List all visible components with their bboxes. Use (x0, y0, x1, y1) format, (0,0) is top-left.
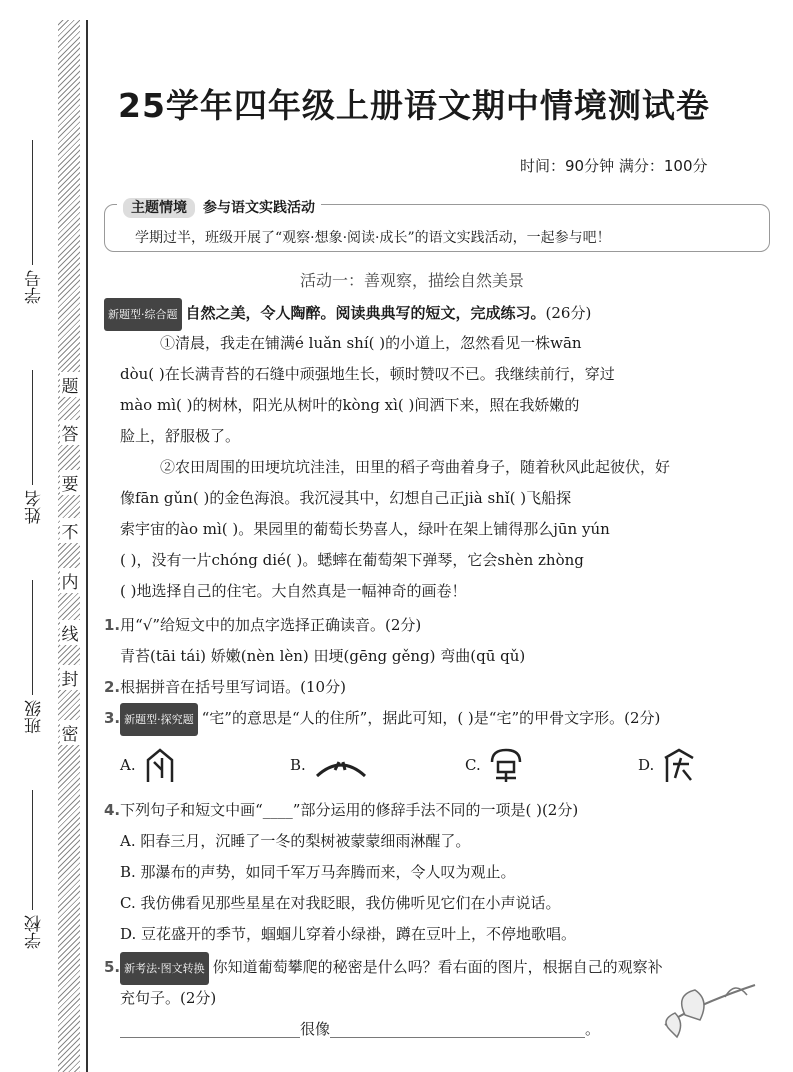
class-label: 班级 (25, 700, 45, 734)
activity-title: 活动一：善观察，描绘自然美景 (300, 271, 525, 290)
seal-char: 答 (60, 420, 80, 445)
oracle-glyph-d-icon (659, 748, 699, 784)
passage-line: ( )，没有一片chóng dié( )。蟋蟀在葡萄架下弹琴，它会shèn zhòng (120, 551, 584, 569)
school-label: 学校 (25, 915, 45, 949)
school-line (32, 790, 33, 910)
section-badge: 新题型·综合题 (104, 298, 182, 331)
passage-line: mào mì( )的树林，阳光从树叶的kòng xì( )间洒下来，照在我娇嫩的 (120, 396, 580, 414)
question-text: 下列句子和短文中画“____”部分运用的修辞手法不同的一项是( )(2分) (120, 801, 579, 819)
q4-option: D. 豆花盛开的季节，蝈蝈儿穿着小绿褂，蹲在豆叶上，不停地歌唱。 (120, 925, 577, 943)
passage-line: ②农田周围的田埂坑坑洼洼，田里的稻子弯曲着身子，随着秋风此起彼伏，好 (160, 458, 671, 476)
seal-char: 不 (60, 518, 80, 543)
question-text: “宅”的意思是“人的住所”，据此可知，( )是“宅”的甲骨文字形。(2分) (201, 709, 661, 727)
option-label: D. (638, 756, 655, 774)
q3-option-b (290, 748, 371, 784)
option-label: B. (290, 756, 306, 774)
option-label: C. (465, 756, 481, 774)
oracle-glyph-a-icon (140, 748, 180, 784)
question-text: 根据拼音在括号里写词语。(10分) (120, 678, 346, 696)
seal-char: 内 (60, 568, 80, 593)
student-id-label: 学号 (25, 270, 45, 304)
question-number: 3. (104, 709, 121, 727)
grape-vine-icon (655, 975, 765, 1045)
question-4 (104, 795, 578, 826)
seal-char: 封 (60, 665, 80, 690)
binding-margin (0, 0, 92, 1072)
question-badge: 新题型·探究题 (120, 703, 198, 736)
section-points: (26分) (545, 304, 592, 322)
q4-option: C. 我仿佛看见那些星星在对我眨眼，我仿佛听见它们在小声说话。 (120, 894, 561, 912)
time-score: 时间：90分钟 满分：100分 (520, 157, 708, 175)
binding-line (86, 20, 88, 1072)
question-1 (104, 610, 421, 641)
section-heading-text: 自然之美，令人陶醉。阅读典典写的短文，完成练习。 (185, 304, 546, 322)
q3-option-a (120, 748, 180, 784)
passage-line: 索宇宙的ào mì( )。果园里的葡萄长势喜人，绿叶在架上铺得那么jūn yún (120, 520, 610, 538)
question-2 (104, 672, 346, 703)
theme-title: 参与语文实践活动 (203, 200, 315, 216)
question-3 (104, 703, 660, 736)
theme-box (104, 200, 770, 252)
theme-text: 学期过半，班级开展了“观察·想象·阅读·成长”的语文实践活动，一起参与吧！ (135, 230, 611, 246)
q1-options: 青苔(tāi tái) 娇嫩(nèn lèn) 田埂(gēng gěng) 弯曲(qū qǔ) (120, 647, 526, 665)
class-line (32, 580, 33, 695)
passage-line: 脸上，舒服极了。 (120, 427, 241, 445)
passage-line: 像fān gǔn( )的金色海浪。我沉浸其中，幻想自己正jià shǐ( )飞船探 (120, 489, 572, 507)
seal-char: 密 (60, 720, 80, 745)
question-text: 你知道葡萄攀爬的秘密是什么吗？看右面的图片，根据自己的观察补 (212, 958, 663, 976)
q4-option: B. 那瀑布的声势，如同千军万马奔腾而来，令人叹为观止。 (120, 863, 516, 881)
hatch-strip (58, 20, 80, 1072)
question-number: 5. (104, 958, 121, 976)
section-heading (104, 298, 591, 331)
question-number: 4. (104, 801, 121, 819)
student-id-line (32, 140, 33, 265)
name-label: 姓名 (25, 490, 45, 524)
question-number: 2. (104, 678, 121, 696)
question-number: 1. (104, 616, 121, 634)
seal-char: 线 (60, 620, 80, 645)
question-badge: 新考法·图文转换 (120, 952, 209, 985)
passage-line: ①清晨，我走在铺满é luǎn shí( )的小道上，忽然看见一株wān (160, 334, 582, 352)
passage-line: dòu( )在长满青苔的石缝中顽强地生长，顿时赞叹不已。我继续前行，穿过 (120, 365, 615, 383)
oracle-glyph-c-icon (486, 748, 526, 784)
question-5 (104, 952, 663, 985)
theme-pill: 主题情境 (123, 198, 195, 218)
q5-continued: 充句子。(2分) (120, 989, 217, 1007)
question-text: 用“√”给短文中的加点字选择正确读音。(2分) (120, 616, 422, 634)
q3-option-d (638, 748, 699, 784)
q5-answer-line[interactable]: ________________________很像__________________________________。 (120, 1020, 601, 1038)
q3-option-c (465, 748, 526, 784)
seal-char: 要 (60, 470, 80, 495)
theme-tag (117, 197, 321, 217)
seal-char: 题 (60, 372, 80, 397)
name-line (32, 370, 33, 485)
passage-line: ( )地选择自己的住宅。大自然真是一幅神奇的画卷！ (120, 582, 467, 600)
option-label: A. (120, 756, 136, 774)
q4-option: A. 阳春三月，沉睡了一冬的梨树被蒙蒙细雨淋醒了。 (120, 832, 471, 850)
page-title: 25学年四年级上册语文期中情境测试卷 (118, 86, 710, 125)
oracle-glyph-b-icon (311, 748, 371, 784)
